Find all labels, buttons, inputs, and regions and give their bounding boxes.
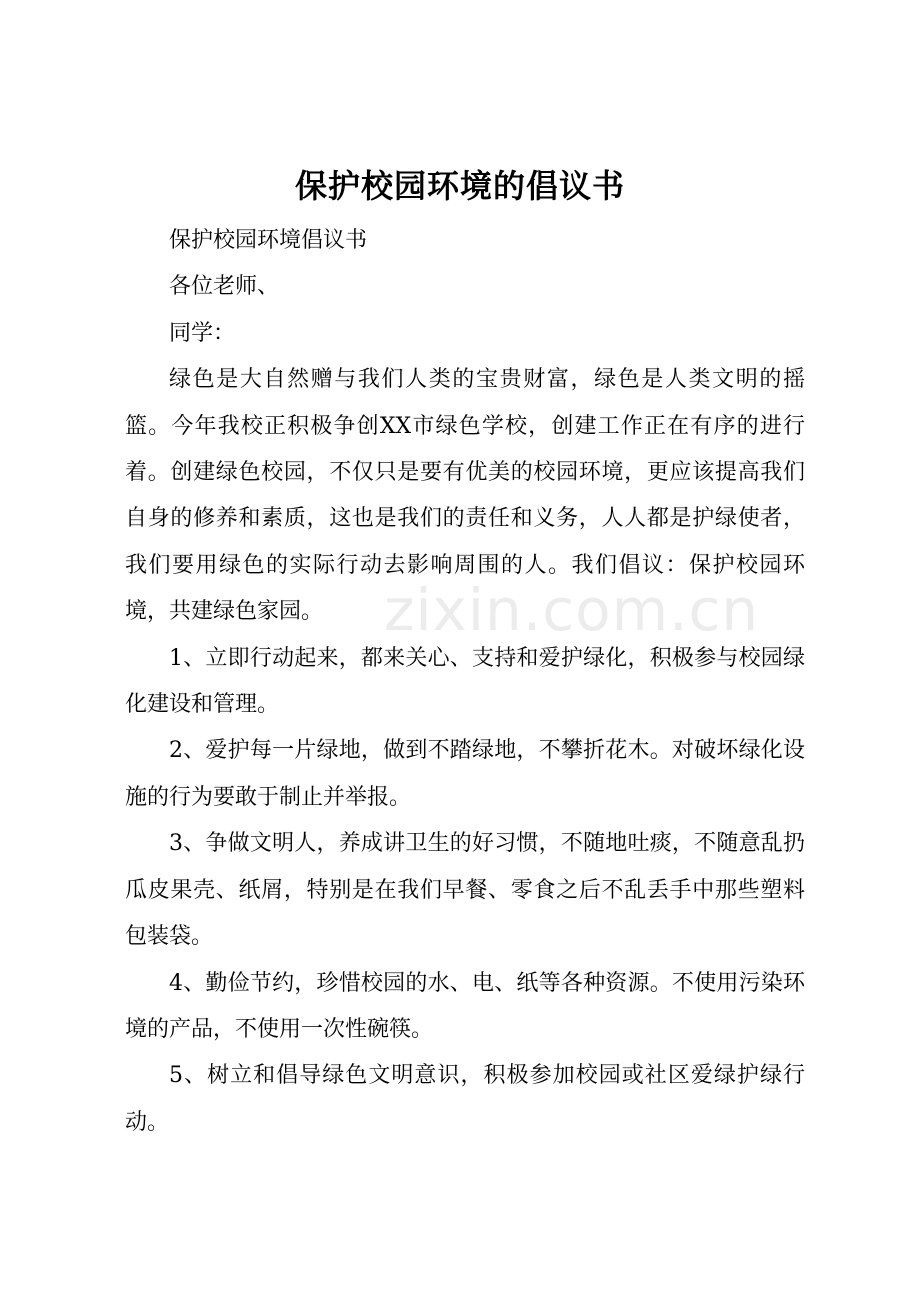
paragraph-item-4: 4、勤俭节约，珍惜校园的水、电、纸等各种资源。不使用污染环境的产品，不使用一次性碗筷。 [125,970,805,1042]
paragraph-subtitle: 保护校园环境倡议书 [169,228,368,253]
paragraph-salutation-students: 同学： [169,320,236,346]
paragraph-intro: 绿色是大自然赠与我们人类的宝贵财富，绿色是人类文明的摇篮。今年我校正积极争创XX市绿色学校，创建工作正在有序的进行着。创建绿色校园，不仅只是要有优美的校园环境，更应该提高我们自身的修养和素质，这也是我们的责任和义务，人人都是护绿使者，我们要用绿色的实际行动去影响周围的人。我们倡议：保护校园环境，共建绿色家园。 [125,367,805,625]
paragraph-item-1: 1、立即行动起来，都来关心、支持和爱护绿化，积极参与校园绿化建设和管理。 [125,645,805,718]
document-title: 保护校园环境的倡议书 [294,167,625,205]
paragraph-salutation-teachers: 各位老师、 [169,274,280,300]
watermark: zixin.com.cn [384,576,760,644]
paragraph-item-5: 5、树立和倡导绿色文明意识，积极参加校园或社区爱绿护绿行动。 [125,1063,805,1135]
paragraph-item-2: 2、爱护每一片绿地，做到不踏绿地，不攀折花木。对破坏绿化设施的行为要敢于制止并举报。 [125,738,805,810]
paragraph-item-3: 3、争做文明人，养成讲卫生的好习惯，不随地吐痰，不随意乱扔瓜皮果壳、纸屑，特别是在我们早餐、零食之后不乱丢手中那些塑料包装袋。 [125,831,805,950]
document-body [125,218,805,1146]
